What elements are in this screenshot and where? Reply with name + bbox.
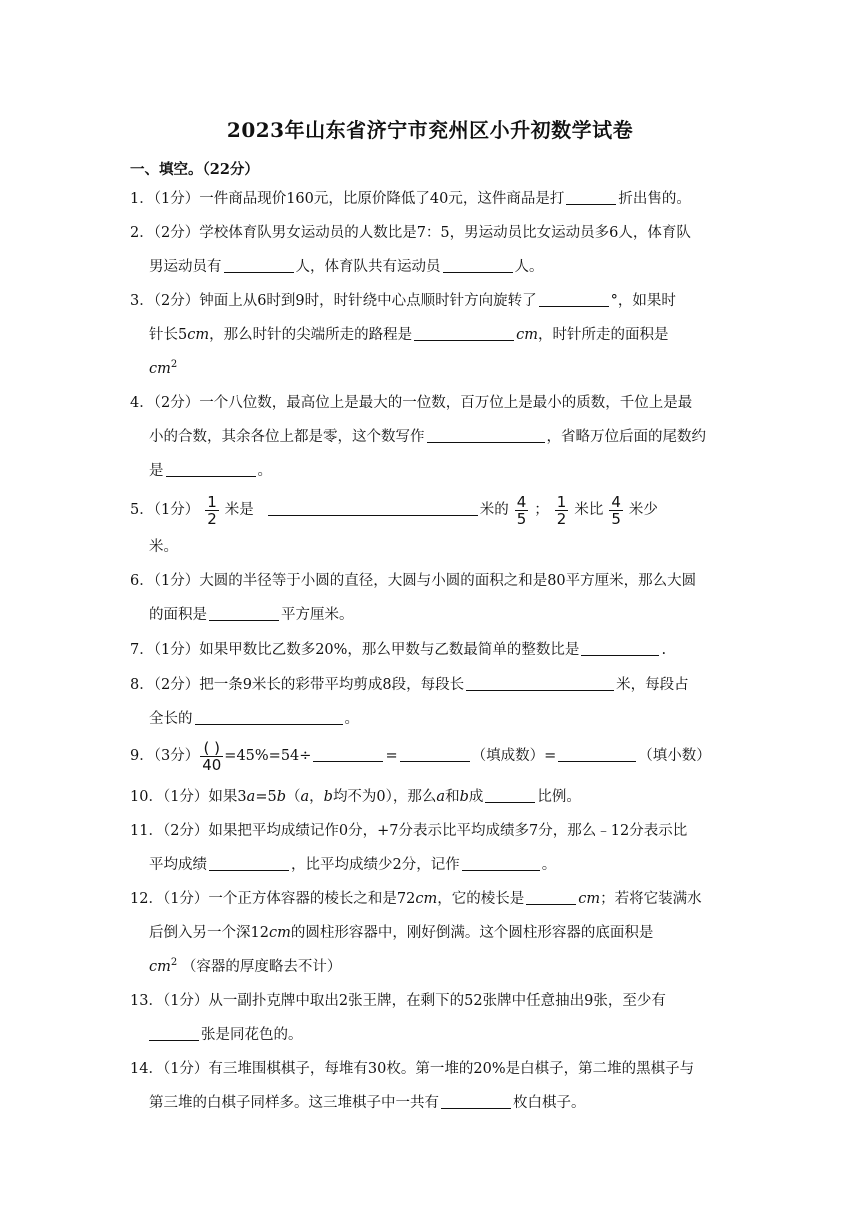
- answer-blank[interactable]: [313, 745, 383, 762]
- answer-blank[interactable]: [485, 786, 535, 803]
- question-4: 4．（2分）一个八位数，最高位上是最大的一位数，百万位上是最小的质数，千位上是最 小的合数，其余各位上都是零，这个数写作 ，省略万位后面的尾数约 是 。: [130, 395, 706, 479]
- fraction: $\frac{( )}{40}$: [202, 738, 222, 774]
- answer-blank[interactable]: [581, 639, 659, 656]
- answer-blank[interactable]: [427, 426, 545, 443]
- section-heading: 一、填空。（22分）: [130, 161, 259, 178]
- answer-blank[interactable]: [566, 188, 616, 205]
- question-13: 13．（1分）从一副扑克牌中取出2张王牌，在剩下的52张牌中任意抽出9张，至少有 张是同花色的。: [130, 993, 666, 1043]
- fraction: $\frac{1}{2}$: [207, 492, 217, 528]
- question-11: 11．（2分）如果把平均成绩记作0分，+7分表示比平均成绩多7分，那么﹣12分表示比 平均成绩 ，比平均成绩少2分，记作 。: [130, 823, 688, 873]
- answer-blank[interactable]: [195, 708, 343, 725]
- answer-blank[interactable]: [466, 674, 614, 691]
- answer-blank[interactable]: [526, 888, 576, 905]
- question-10: 10．（1分）如果3a=5b（a，b均不为0），那么a和b成 比例。: [130, 780, 730, 814]
- answer-blank[interactable]: [209, 854, 289, 871]
- answer-blank[interactable]: [166, 460, 256, 477]
- question-8: 8．（2分）把一条9米长的彩带平均剪成8段，每段长 米，每段占 全长的 。: [130, 668, 730, 736]
- question-2: 2．（2分）学校体育队男女运动员的人数比是7：5，男运动员比女运动员多6人，体育队 男运动员有 人，体育队共有运动员 人。: [130, 225, 691, 275]
- answer-blank[interactable]: [558, 745, 636, 762]
- question-6: 6．（1分）大圆的半径等于小圆的直径，大圆与小圆的面积之和是80平方厘米，那么大圆 的面积是 平方厘米。: [130, 573, 697, 623]
- question-3: 3．（2分）钟面上从6时到9时，时针绕中心点顺时针方向旋转了 °，如果时 针长5cm，那么时针的尖端所走的路程是 cm，时针所走的面积是 $cm^2$: [130, 284, 730, 386]
- fraction: $\frac{1}{2}$: [556, 492, 567, 528]
- fraction: $\frac{4}{5}$: [611, 492, 621, 528]
- answer-blank[interactable]: [539, 290, 609, 307]
- question-7: 7．（1分）如果甲数比乙数多20%，那么甲数与乙数最简单的整数比是 .: [130, 633, 730, 667]
- answer-blank[interactable]: [400, 745, 470, 762]
- answer-blank[interactable]: [414, 324, 514, 341]
- question-12: 12．（1分）一个正方体容器的棱长之和是72cm，它的棱长是 cm；若将它装满水 后倒入另一个深12cm的圆柱形容器中，刚好倒满。这个圆柱形容器的底面积是 $cm^2$ （容器的厚度略去不计）: [130, 882, 730, 984]
- answer-blank[interactable]: [268, 499, 478, 516]
- fraction: $\frac{4}{5}$: [516, 492, 527, 528]
- answer-blank[interactable]: [462, 854, 540, 871]
- answer-blank[interactable]: [209, 604, 279, 621]
- answer-blank[interactable]: [441, 1092, 511, 1109]
- answer-blank[interactable]: [224, 256, 294, 273]
- answer-blank[interactable]: [149, 1024, 199, 1041]
- page-title: 2023年山东省济宁市兖州区小升初数学试卷: [226, 118, 634, 142]
- question-9: 9．（3分） $\frac{( )}{40}$ =45%=54÷ = （填成数）= （填小数）: [130, 738, 711, 774]
- question-14: 14．（1分）有三堆围棋棋子，每堆有30枚。第一堆的20%是白棋子，第二堆的黑棋子与 第三堆的白棋子同样多。这三堆棋子中一共有 枚白棋子。: [130, 1061, 695, 1111]
- question-5: 5．（1分） $\frac{1}{2}$ 米是 米的 $\frac{4}{5}$ ； $\frac{1}{2}$ 米比 $\frac{4}{5}$ 米少 米。: [130, 492, 658, 555]
- question-1: 1．（1分）一件商品现价160元，比原价降低了40元，这件商品是打 折出售的。: [130, 182, 730, 216]
- answer-blank[interactable]: [443, 256, 513, 273]
